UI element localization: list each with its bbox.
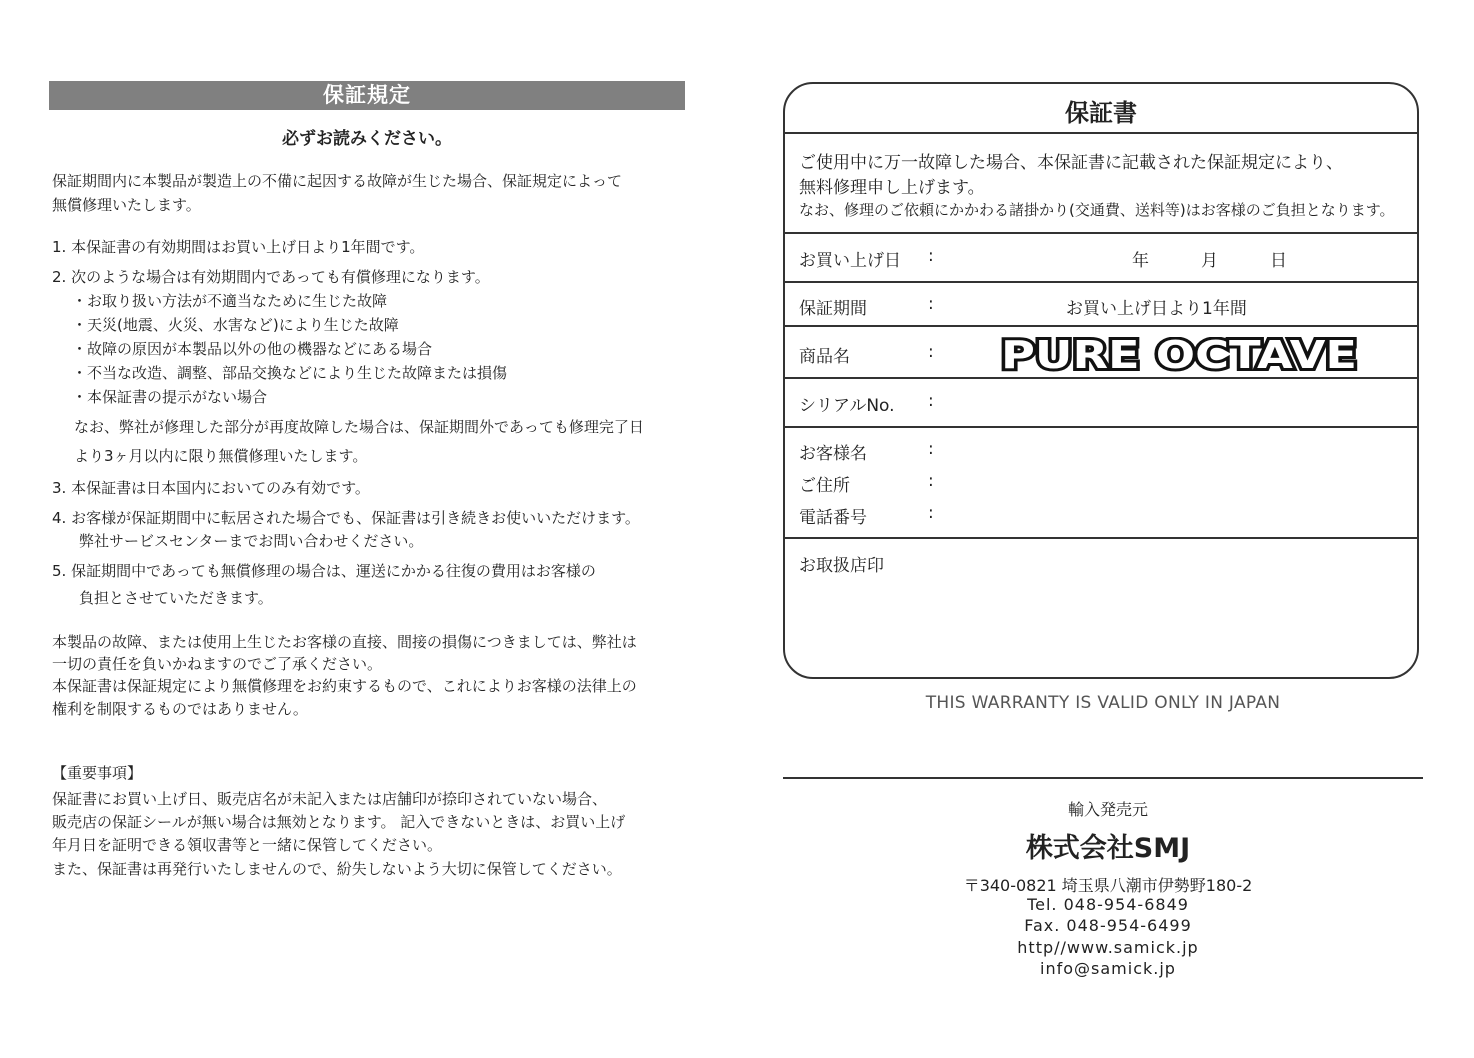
rule-item-2-bullet: ・不当な改造、調整、部品交換などにより生じた故障または損傷 [72, 364, 508, 382]
warranty-card [783, 82, 1419, 679]
pure-octave-logo-text: PURE OCTAVE [1001, 337, 1357, 373]
store-stamp-label: お取扱店印 [799, 556, 884, 576]
company-fax: Fax. 048-954-6499 [1024, 916, 1192, 935]
colon: : [928, 342, 934, 362]
important-line: 販売店の保証シールが無い場合は無効となります。 記入できないときは、お買い上げ [52, 813, 626, 831]
colon: : [928, 391, 934, 411]
rule-item-4-line-2: 弊社サービスセンターまでお問い合わせください。 [79, 532, 424, 550]
month-label: 月 [1201, 251, 1218, 271]
divider [785, 132, 1417, 134]
company-address: 〒340-0821 埼玉県八潮市伊勢野180-2 [963, 876, 1253, 895]
rules-title: 保証規定 [49, 81, 685, 110]
serial-number-label: シリアルNo. [799, 396, 895, 416]
colon: : [928, 294, 934, 314]
rules-subtitle: 必ずお読みください。 [282, 129, 452, 149]
company-url: http//www.samick.jp [1017, 938, 1199, 957]
rule-item-1: 1. 本保証書の有効期間はお買い上げ日より1年間です。 [52, 238, 425, 256]
pure-octave-logo [999, 337, 1359, 373]
intro-line-1: 保証期間内に本製品が製造上の不備に起因する故障が生じた場合、保証規定によって [52, 172, 623, 190]
card-notice-line-2: 無料修理申し上げます。 [799, 178, 985, 198]
important-line: 保証書にお買い上げ日、販売店名が未記入または店舗印が捺印されていない場合、 [52, 790, 608, 808]
company-tel: Tel. 048-954-6849 [1027, 895, 1189, 914]
card-title: 保証書 [1065, 99, 1137, 127]
divider [785, 325, 1417, 327]
validity-note: THIS WARRANTY IS VALID ONLY IN JAPAN [925, 693, 1281, 713]
disclaimer-line: 本製品の故障、または使用上生じたお客様の直接、間接の損傷につきましては、弊社は [52, 633, 637, 651]
company-email: info@samick.jp [1040, 959, 1176, 978]
important-line: 年月日を証明できる領収書等と一緒に保管してください。 [52, 836, 443, 854]
important-line: また、保証書は再発行いたしませんので、紛失しないよう大切に保管してください。 [52, 860, 622, 878]
divider [785, 377, 1417, 379]
rule-item-2-note-1: なお、弊社が修理した部分が再度故障した場合は、保証期間外であっても修理完了日 [74, 418, 644, 436]
company-name: 株式会社SMJ [1025, 833, 1191, 864]
rule-item-5-line-2: 負担とさせていただきます。 [79, 589, 273, 607]
intro-line-2: 無償修理いたします。 [52, 196, 201, 214]
divider [785, 537, 1417, 539]
disclaimer-line: 権利を制限するものではありません。 [52, 700, 308, 718]
warranty-period-label: 保証期間 [799, 299, 867, 319]
divider [785, 232, 1417, 234]
rule-item-2-bullet: ・本保証書の提示がない場合 [72, 388, 268, 406]
divider [783, 777, 1423, 779]
disclaimer-line: 一切の責任を負いかねますのでご了承ください。 [52, 655, 383, 673]
rule-item-2-bullet: ・天災(地震、火災、水害など)により生じた故障 [72, 316, 399, 334]
divider [785, 426, 1417, 428]
card-notice-line-3: なお、修理のご依頼にかかわる諸掛かり(交通費、送料等)はお客様のご負担となります。 [799, 201, 1395, 219]
year-label: 年 [1132, 251, 1149, 271]
company-role: 輸入発売元 [1067, 800, 1148, 819]
phone-label: 電話番号 [799, 508, 867, 528]
day-label: 日 [1270, 251, 1287, 271]
disclaimer-line: 本保証書は保証規定により無償修理をお約束するもので、これによりお客様の法律上の [52, 677, 637, 695]
colon: : [928, 503, 934, 523]
divider [785, 281, 1417, 283]
rule-item-2-note-2: より3ヶ月以内に限り無償修理いたします。 [74, 447, 368, 465]
colon: : [928, 439, 934, 459]
important-heading: 【重要事項】 [52, 764, 143, 782]
customer-name-label: お客様名 [799, 444, 867, 464]
warranty-period-value: お買い上げ日より1年間 [1066, 299, 1247, 319]
rule-item-2-bullet: ・故障の原因が本製品以外の他の機器などにある場合 [72, 340, 433, 358]
purchase-date-label: お買い上げ日 [799, 251, 901, 271]
rule-item-5-line-1: 5. 保証期間中であっても無償修理の場合は、運送にかかる往復の費用はお客様の [52, 562, 596, 580]
rule-item-4-line-1: 4. お客様が保証期間中に転居された場合でも、保証書は引き続きお使いいただけます。 [52, 509, 640, 527]
address-label: ご住所 [799, 476, 850, 496]
colon: : [928, 246, 934, 266]
colon: : [928, 471, 934, 491]
rule-item-3: 3. 本保証書は日本国内においてのみ有効です。 [52, 479, 370, 497]
card-notice-line-1: ご使用中に万一故障した場合、本保証書に記載された保証規定により、 [799, 153, 1343, 173]
rule-item-2-bullet: ・お取り扱い方法が不適当なために生じた故障 [72, 292, 388, 310]
product-name-label: 商品名 [799, 347, 850, 367]
rule-item-2: 2. 次のような場合は有効期間内であっても有償修理になります。 [52, 268, 490, 286]
